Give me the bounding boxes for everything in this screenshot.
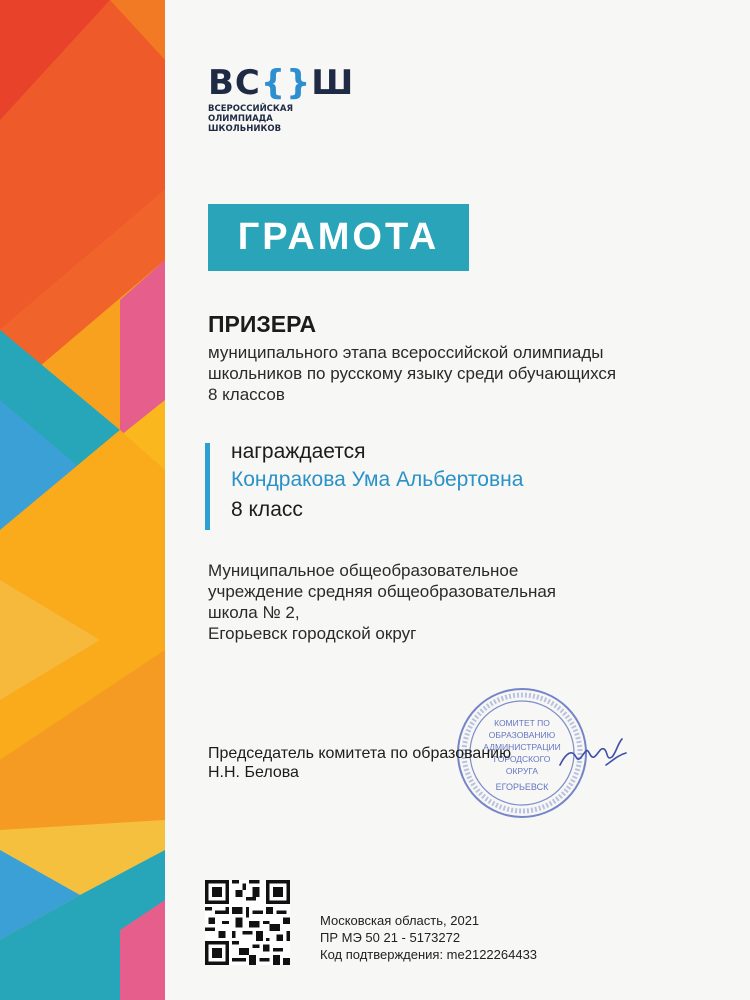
stamp-line-3: АДМИНИСТРАЦИИ [483, 742, 561, 752]
signer-block [208, 744, 511, 782]
school-info [208, 560, 628, 644]
stamp-line-2: ОБРАЗОВАНИЮ [488, 730, 556, 740]
recipient-name: Кондракова Ума Альбертовна [231, 468, 524, 491]
footer-region-year: Московская область, 2021 [320, 913, 480, 928]
prize-description: муниципального этапа всероссийской олимпиады школьников по русскому языку среди обучающихся 8 классов [208, 343, 617, 404]
logo-mark-left: ВС [208, 63, 261, 103]
stamp-line-5: ОКРУГА [505, 766, 539, 776]
school-line-2: учреждение средняя общеобразовательная [208, 582, 557, 601]
award-block [205, 440, 524, 530]
footer-confirmation-code: Код подтверждения: me2122264433 [320, 947, 538, 962]
prize-title: ПРИЗЕРА [208, 311, 317, 337]
school-line-1: Муниципальное общеобразовательное [208, 561, 519, 580]
olympiad-logo [208, 63, 355, 134]
stamp-line-4: ГОРОДСКОГО [493, 754, 551, 764]
qr-code [205, 880, 290, 965]
geometric-pattern [0, 0, 165, 1000]
signer-position: Председатель комитета по образованию [208, 745, 512, 762]
decorative-color-band [0, 0, 165, 1000]
logo-mark [208, 63, 355, 103]
school-line-4: Егорьевск городской округ [208, 624, 417, 643]
recipient-grade: 8 класс [231, 498, 303, 521]
footer-registry-number: ПР МЭ 50 21 - 5173272 [320, 930, 461, 945]
logo-subtitle: ВСЕРОССИЙСКАЯ ОЛИМПИАДА ШКОЛЬНИКОВ [208, 104, 293, 134]
school-line-3: школа № 2, [208, 603, 300, 622]
stamp-line-6: ЕГОРЬЕВСК [495, 782, 549, 792]
logo-mark-right: Ш [311, 63, 355, 103]
stamp-line-1: КОМИТЕТ ПО [494, 718, 550, 728]
award-label: награждается [231, 440, 366, 463]
certificate-footer [320, 912, 537, 963]
logo-mark-braces: {} [260, 63, 312, 103]
certificate-title-banner: ГРАМОТА [208, 204, 469, 271]
handwritten-signature [556, 735, 628, 775]
signer-name: Н.Н. Белова [208, 764, 299, 781]
